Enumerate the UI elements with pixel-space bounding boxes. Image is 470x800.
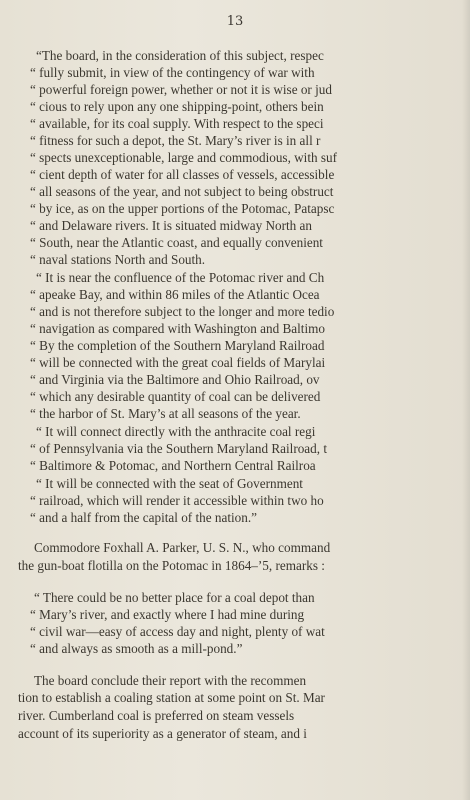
page-number: 13 [226,14,244,29]
text-line: tion to establish a coaling station at some point on St. Mar [18,690,325,705]
text-line: “ by ice, as on the upper portions of the Potomac, Patapsc [30,201,335,216]
text-line: “ Baltimore & Potomac, and Northern Central Railroa [30,458,316,473]
text-line: “ It will connect directly with the anthracite coal regi [36,424,316,439]
text-line: “ fitness for such a depot, the St. Mary’s river is in all r [30,133,321,148]
text-line: “ available, for its coal supply. With respect to the speci [30,116,324,131]
text-line: “The board, in the consideration of this subject, respec [36,48,324,63]
text-line: river. Cumberland coal is preferred on steam vessels [18,708,295,723]
text-line: account of its superiority as a generator of steam, and i [18,726,307,741]
text-line: “ It will be connected with the seat of Government [36,476,303,491]
text-line: “ civil war—easy of access day and night, plenty of wat [30,624,325,639]
text-line: “ will be connected with the great coal fields of Marylai [30,355,326,370]
text-line: “ apeake Bay, and within 86 miles of the Atlantic Ocea [30,287,320,302]
page-edge-shadow [462,0,470,800]
text-line: “ South, near the Atlantic coast, and equally convenient [30,235,323,250]
text-line: “ By the completion of the Southern Maryland Railroad [30,338,325,353]
text-line: “ and Delaware rivers. It is situated midway North an [30,218,312,233]
text-line: the gun-boat flotilla on the Potomac in 1864–’5, remarks : [18,558,325,573]
text-line: “ and Virginia via the Baltimore and Ohio Railroad, ov [30,372,320,387]
text-line: “ which any desirable quantity of coal can be delivered [30,389,321,404]
text-line: “ Mary’s river, and exactly where I had mine during [30,607,305,622]
text-line: “ railroad, which will render it accessible within two ho [30,493,324,508]
text-line: “ all seasons of the year, and not subject to being obstruct [30,184,334,199]
text-line: “ spects unexceptionable, large and commodious, with suf [30,150,338,165]
text-line: “ powerful foreign power, whether or not it is wise or jud [30,82,332,97]
text-line: “ the harbor of St. Mary’s at all seasons of the year. [30,406,301,421]
text-line: “ and is not therefore subject to the longer and more tedio [30,304,335,319]
text-line: “ fully submit, in view of the contingency of war with [30,65,315,80]
text-line: “ and a half from the capital of the nation.” [30,510,258,525]
text-line: Commodore Foxhall A. Parker, U. S. N., who command [34,540,331,555]
text-line: “ cious to rely upon any one shipping-point, others bein [30,99,324,114]
text-line: “ and always as smooth as a mill-pond.” [30,641,243,656]
text-line: “ naval stations North and South. [30,252,206,267]
text-line: “ It is near the confluence of the Potomac river and Ch [36,270,325,285]
text-line: “ of Pennsylvania via the Southern Maryland Railroad, t [30,441,328,456]
text-line: The board conclude their report with the recommen [34,673,307,688]
text-line: “ There could be no better place for a coal depot than [34,590,315,605]
text-line: “ navigation as compared with Washington and Baltimo [30,321,325,336]
text-line: “ cient depth of water for all classes of vessels, accessible [30,167,335,182]
